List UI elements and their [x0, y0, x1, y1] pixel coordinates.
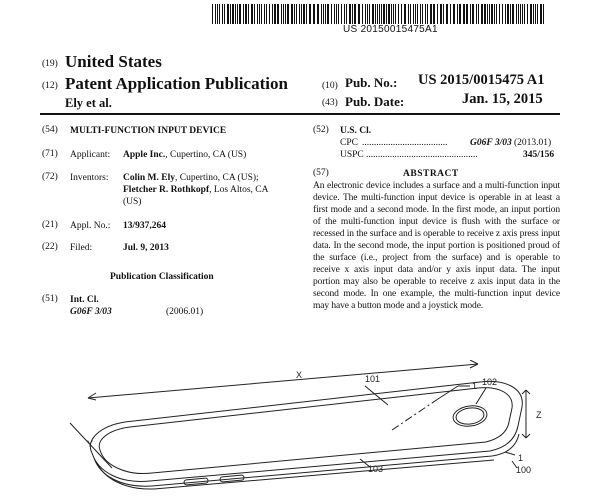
barcode-bar	[367, 4, 368, 24]
leader-102	[476, 388, 486, 404]
inventor-1-location: , Cupertino, CA (US);	[175, 173, 259, 183]
barcode-bar	[375, 4, 376, 24]
publication-classification-heading: Publication Classification	[110, 272, 214, 282]
barcode-bar	[502, 4, 503, 24]
barcode-number: US 20150015475A1	[343, 24, 438, 35]
inventor-2-location: , Los Altos, CA	[209, 185, 269, 195]
leader-101	[365, 386, 388, 405]
int-cl-label: Int. Cl.	[70, 295, 99, 305]
barcode-bar	[530, 4, 532, 24]
device-side-edge	[94, 434, 519, 486]
barcode-bar	[222, 4, 223, 24]
barcode-bar	[323, 4, 324, 24]
barcode-bar	[227, 4, 229, 24]
barcode-bar	[440, 4, 442, 24]
cpc-label: CPC	[340, 138, 358, 148]
device-side-edge-2	[97, 460, 494, 489]
abstract-text: An electronic device includes a surface and a multi-function input device. The multi-function input device is operable in at least a first mode and a second mode. In the first mode, an input portion of the multi-function input device is flush with the surface or recessed in the surface and is operable to receive z axis press input data. In the second mode, the input portion is positioned proud of the surface (i.e., project from the surface) and is operable to receive x axis input data and/or y axis input data. The input portion may also be operable to receive z axis input data in the second mode. In one example, the multi-function input device may have a button mode and a joystick mode.	[313, 181, 560, 311]
filed-label: Filed:	[70, 243, 93, 253]
barcode-bar	[301, 4, 302, 24]
z-label: Z	[536, 410, 542, 420]
barcode-bar	[224, 4, 225, 24]
barcode-bar	[415, 4, 416, 24]
cpc-leader: ....................................	[362, 138, 448, 148]
barcode-bar	[331, 4, 332, 24]
barcode-bar	[383, 4, 385, 24]
barcode-bar	[277, 4, 279, 24]
inventor-2	[123, 184, 269, 196]
barcode-bar	[341, 4, 342, 24]
code-72: (72)	[42, 172, 58, 182]
filed-date: Jul. 9, 2013	[123, 243, 169, 253]
barcode-bar	[281, 4, 282, 24]
applicant-location: , Cupertino, CA (US)	[165, 150, 247, 160]
barcode-bar	[516, 4, 517, 24]
barcode-bar	[259, 4, 260, 24]
cpc-code: G06F 3/03	[470, 138, 512, 148]
barcode-bar	[540, 4, 542, 24]
code-43: (43)	[322, 98, 338, 108]
barcode-bar	[369, 4, 370, 24]
barcode-bar	[522, 4, 523, 24]
barcode-bar	[391, 4, 392, 24]
barcode-bar	[388, 4, 390, 24]
uspc-code: 345/156	[523, 150, 555, 160]
barcode-bar	[248, 4, 249, 24]
barcode-bar	[336, 4, 337, 24]
barcode-bar	[430, 4, 432, 24]
barcode-bar	[450, 4, 451, 24]
inventor-2-name: Fletcher R. Rothkopf	[123, 185, 210, 195]
barcode-bar	[505, 4, 506, 24]
barcode-bar	[395, 4, 396, 24]
barcode-bar	[512, 4, 514, 24]
barcode-bar	[470, 4, 471, 24]
barcode-bar	[237, 4, 238, 24]
barcode-bar	[489, 4, 490, 24]
barcode-bar	[296, 4, 297, 24]
barcode-bar	[518, 4, 519, 24]
pub-date-label: Pub. Date:	[345, 94, 405, 109]
barcode-bar	[272, 4, 273, 24]
applicant	[123, 149, 246, 161]
barcode-bar	[294, 4, 295, 24]
y-label: Y	[87, 439, 94, 449]
barcode-bar	[527, 4, 528, 24]
code-12: (12)	[42, 81, 58, 91]
barcode-bar	[377, 4, 378, 24]
country: United States	[65, 52, 162, 71]
barcode-bar	[251, 4, 253, 24]
appl-label: Appl. No.:	[70, 221, 111, 231]
barcode-bar	[254, 4, 255, 24]
barcode-bar	[346, 4, 347, 24]
barcode-bar	[404, 4, 406, 24]
barcode-bar	[245, 4, 247, 24]
barcode-bar	[466, 4, 468, 24]
barcode-bar	[215, 4, 216, 24]
barcode-bar	[325, 4, 326, 24]
barcode-bar	[274, 4, 276, 24]
appl-no: 13/937,264	[123, 221, 167, 231]
pub-no: US 2015/0015475 A1	[418, 72, 545, 88]
barcode-bar	[317, 4, 319, 24]
barcode-bar	[459, 4, 461, 24]
barcode-bar	[422, 4, 423, 24]
barcode-bar	[446, 4, 448, 24]
barcode-bar	[257, 4, 258, 24]
code-54: (54)	[42, 125, 58, 135]
int-cl-code: G06F 3/03	[70, 307, 112, 317]
barcode-bar	[476, 4, 477, 24]
cpc-year: (2013.01)	[514, 138, 552, 148]
doc-type: Patent Application Publication	[65, 74, 288, 93]
barcode-bar	[365, 4, 366, 24]
barcode-bar	[269, 4, 270, 24]
barcode-bar	[520, 4, 521, 24]
barcode-bar	[283, 4, 284, 24]
barcode-bar	[481, 4, 483, 24]
barcode-bar	[443, 4, 444, 24]
inventors-short: Ely et al.	[65, 96, 112, 110]
code-52: (52)	[313, 125, 329, 135]
barcode-bar	[372, 4, 374, 24]
barcode-bar	[309, 4, 311, 24]
barcode-bar	[264, 4, 265, 24]
ref-section-1-bottom: 1	[518, 453, 524, 463]
barcode-bar	[381, 4, 382, 24]
barcode-bar	[496, 4, 497, 24]
code-51: (51)	[42, 294, 58, 304]
applicant-label: Applicant:	[70, 150, 111, 160]
barcode-bar	[491, 4, 493, 24]
barcode-bar	[484, 4, 486, 24]
barcode-bar	[453, 4, 455, 24]
barcode-bar	[349, 4, 351, 24]
barcode-bar	[524, 4, 525, 24]
barcode-bar	[499, 4, 500, 24]
pub-no-label: Pub. No.:	[345, 75, 398, 90]
barcode	[212, 4, 549, 24]
barcode-bar	[239, 4, 241, 24]
title: MULTI-FUNCTION INPUT DEVICE	[70, 126, 227, 136]
barcode-bar	[413, 4, 414, 24]
barcode-bar	[358, 4, 360, 24]
us-cl-label: U.S. Cl.	[340, 126, 372, 136]
barcode-bar	[393, 4, 394, 24]
code-10: (10)	[322, 81, 338, 91]
device-face-edge	[99, 388, 512, 474]
barcode-bar	[334, 4, 335, 24]
ref-101: 101	[365, 374, 381, 384]
barcode-bar	[463, 4, 465, 24]
pub-date: Jan. 15, 2015	[462, 91, 543, 107]
code-57: (57)	[313, 168, 329, 178]
barcode-bar	[327, 4, 329, 24]
barcode-bar	[386, 4, 387, 24]
barcode-bar	[533, 4, 534, 24]
inventor-1-name: Colin M. Ely	[123, 173, 175, 183]
inventor-1	[123, 172, 259, 184]
barcode-bar	[507, 4, 509, 24]
x-label: X	[296, 370, 303, 380]
barcode-bar	[487, 4, 488, 24]
barcode-bar	[494, 4, 495, 24]
barcode-bar	[299, 4, 300, 24]
barcode-bar	[401, 4, 402, 24]
barcode-bar	[313, 4, 315, 24]
home-button-ring	[452, 404, 488, 429]
ref-103: 103	[368, 464, 384, 474]
barcode-bar	[285, 4, 286, 24]
barcode-bar	[417, 4, 418, 24]
barcode-bar	[437, 4, 438, 24]
x-dimension-line	[88, 364, 478, 398]
barcode-bar	[398, 4, 399, 24]
barcode-bar	[510, 4, 511, 24]
int-cl-year: (2006.01)	[166, 307, 204, 317]
barcode-bar	[352, 4, 353, 24]
barcode-bar	[362, 4, 363, 24]
barcode-bar	[306, 4, 307, 24]
barcode-bar	[427, 4, 428, 24]
barcode-bar	[379, 4, 380, 24]
barcode-bar	[261, 4, 262, 24]
barcode-bar	[457, 4, 458, 24]
ref-100: 100	[516, 465, 532, 475]
barcode-bar	[235, 4, 236, 24]
barcode-bar	[212, 4, 213, 24]
device-body-outline	[90, 381, 522, 481]
barcode-bar	[354, 4, 356, 24]
barcode-bar	[321, 4, 322, 24]
barcode-bar	[243, 4, 244, 24]
barcode-bar	[232, 4, 234, 24]
barcode-bar	[543, 4, 544, 24]
abstract-heading: ABSTRACT	[403, 169, 459, 179]
barcode-bar	[219, 4, 220, 24]
barcode-bar	[230, 4, 231, 24]
barcode-bar	[303, 4, 305, 24]
barcode-bar	[408, 4, 409, 24]
barcode-bar	[535, 4, 536, 24]
inventor-2-country: (US)	[123, 197, 142, 207]
section-line	[392, 399, 438, 430]
device-figure	[0, 360, 600, 500]
header-rule	[40, 113, 560, 115]
barcode-bar	[266, 4, 267, 24]
code-21: (21)	[42, 220, 58, 230]
barcode-bar	[478, 4, 479, 24]
barcode-bar	[410, 4, 411, 24]
ref-section-1-top: 1	[472, 381, 478, 391]
barcode-bar	[344, 4, 345, 24]
barcode-bar	[291, 4, 293, 24]
barcode-bar	[537, 4, 538, 24]
barcode-bar	[287, 4, 289, 24]
barcode-bar	[425, 4, 426, 24]
applicant-name: Apple Inc.	[123, 150, 166, 160]
ref-102: 102	[482, 377, 498, 387]
barcode-bar	[472, 4, 474, 24]
inventors-label: Inventors:	[70, 173, 109, 183]
uspc-label: USPC	[340, 150, 364, 160]
code-22: (22)	[42, 242, 58, 252]
barcode-bar	[217, 4, 218, 24]
code-19: (19)	[42, 59, 58, 69]
barcode-bar	[433, 4, 435, 24]
code-71: (71)	[42, 149, 58, 159]
barcode-bar	[338, 4, 339, 24]
barcode-bar	[420, 4, 421, 24]
uspc-leader: ...............................................	[366, 150, 478, 160]
